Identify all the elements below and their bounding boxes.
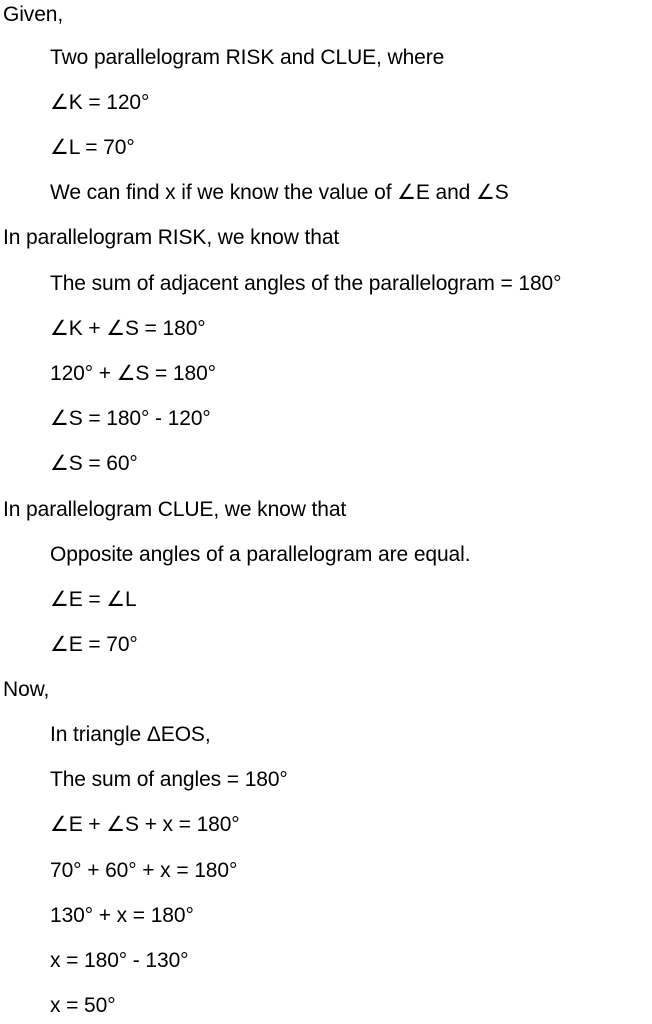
doc-line-angle-sum-rule: The sum of angles = 180° xyxy=(50,768,288,791)
doc-line-parallelograms: Two parallelogram RISK and CLUE, where xyxy=(50,46,445,69)
doc-line-adjacent-rule: The sum of adjacent angles of the parallelogram = 180° xyxy=(50,272,562,295)
doc-line-equation: ∠E = ∠L xyxy=(50,588,137,611)
doc-line-equation: ∠K + ∠S = 180° xyxy=(50,317,206,340)
doc-line-angle-k: ∠K = 120° xyxy=(50,91,150,114)
doc-line-result-e: ∠E = 70° xyxy=(50,633,138,656)
doc-line-result-x: x = 50° xyxy=(50,994,116,1017)
doc-line-opposite-rule: Opposite angles of a parallelogram are equal. xyxy=(50,543,471,566)
doc-line-triangle: In triangle ΔEOS, xyxy=(50,723,211,746)
doc-line-angle-l: ∠L = 70° xyxy=(50,136,135,159)
doc-line-equation: x = 180° - 130° xyxy=(50,949,189,972)
doc-line-result-s: ∠S = 60° xyxy=(50,452,138,475)
doc-line-equation: 70° + 60° + x = 180° xyxy=(50,859,238,882)
doc-line-risk-heading: In parallelogram RISK, we know that xyxy=(3,226,340,249)
doc-line-equation: 130° + x = 180° xyxy=(50,904,194,927)
doc-line-equation: ∠E + ∠S + x = 180° xyxy=(50,813,240,836)
doc-line-equation: ∠S = 180° - 120° xyxy=(50,407,211,430)
doc-line-given: Given, xyxy=(3,3,64,26)
doc-line-now: Now, xyxy=(3,678,50,701)
doc-line-equation: 120° + ∠S = 180° xyxy=(50,362,216,385)
doc-line-find-x: We can find x if we know the value of ∠E and ∠S xyxy=(50,181,509,204)
doc-line-clue-heading: In parallelogram CLUE, we know that xyxy=(3,498,347,521)
